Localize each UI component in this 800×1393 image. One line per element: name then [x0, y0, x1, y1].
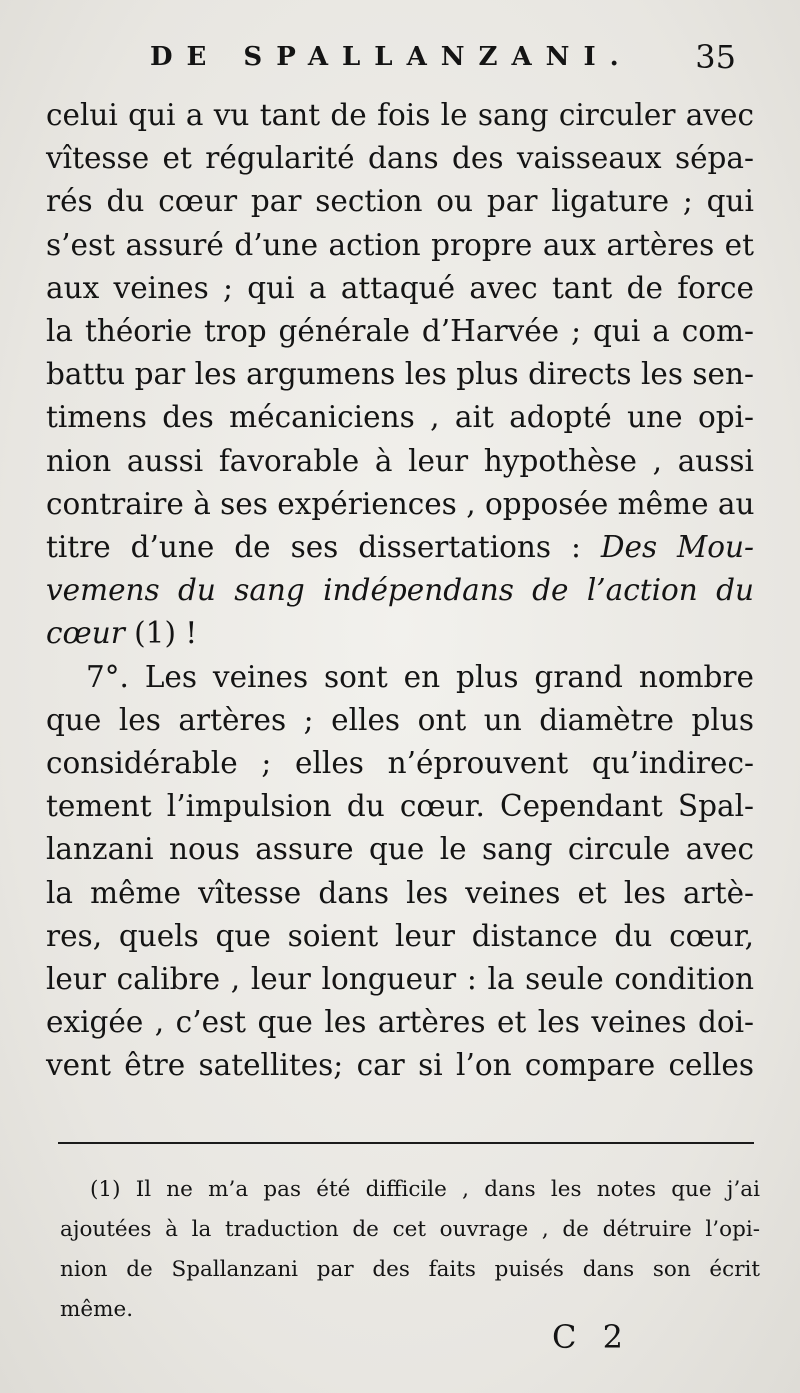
- footnote: [60, 1170, 760, 1330]
- body-text: [46, 94, 754, 1088]
- running-head: [140, 38, 740, 78]
- text-line: battu par les argumens les plus directs les sen-: [46, 357, 754, 392]
- footnote-divider: [58, 1142, 754, 1144]
- footnote-line: même.: [60, 1297, 134, 1322]
- text-line: rés du cœur par section ou par ligature ; qui: [46, 184, 754, 219]
- footnote-reference: (1) !: [124, 616, 198, 651]
- text-line: vemens du sang indépendans de l’action du: [46, 573, 754, 608]
- text-line: [46, 612, 754, 655]
- footnote-line: ajoutées à la traduction de cet ouvrage , de détruire l’opi-: [60, 1217, 760, 1242]
- text-line: aux veines ; qui a attaqué avec tant de force: [46, 270, 754, 305]
- footnote-line: nion de Spallanzani par des faits puisés dans son écrit: [60, 1257, 760, 1282]
- text-line: [46, 526, 754, 569]
- text-line: nion aussi favorable à leur hypothèse , aussi: [46, 443, 754, 478]
- text-line: contraire à ses expériences , opposée même au: [46, 486, 755, 521]
- italic-title-segment: Des Mou-: [600, 530, 754, 565]
- italic-title-segment: cœur: [46, 616, 125, 651]
- text-line: la théorie trop générale d’Harvée ; qui a com-: [46, 314, 754, 349]
- text-line: vîtesse et régularité dans des vaisseaux sépa-: [46, 141, 754, 176]
- text-line: s’est assuré d’une action propre aux artères et: [46, 227, 754, 262]
- running-title: DE SPALLANZANI.: [150, 42, 633, 72]
- text-line: la même vîtesse dans les veines et les artè-: [46, 875, 754, 910]
- text-line: 7°. Les veines sont en plus grand nombre: [86, 659, 754, 694]
- text-line: lanzani nous assure que le sang circule avec: [46, 832, 754, 867]
- text-segment: titre d’une de ses dissertations :: [46, 530, 581, 565]
- page-number: 35: [695, 38, 736, 76]
- text-line: timens des mécaniciens , ait adopté une opi-: [46, 400, 754, 435]
- text-line: celui qui a vu tant de fois le sang circuler avec: [46, 98, 754, 132]
- text-line: exigée , c’est que les artères et les veines doi-: [46, 1005, 754, 1040]
- text-line: res, quels que soient leur distance du cœur,: [46, 918, 754, 953]
- text-line: vent être satellites; car si l’on compare celles: [46, 1048, 754, 1083]
- text-line: leur calibre , leur longueur : la seule condition: [46, 962, 754, 997]
- signature-mark: C 2: [552, 1318, 632, 1356]
- text-line: que les artères ; elles ont un diamètre plus: [46, 702, 754, 737]
- footnote-line: (1) Il ne m’a pas été difficile , dans les notes que j’ai: [90, 1177, 760, 1202]
- text-line: tement l’impulsion du cœur. Cependant Spal-: [46, 789, 754, 824]
- text-line: considérable ; elles n’éprouvent qu’indirec-: [46, 746, 754, 781]
